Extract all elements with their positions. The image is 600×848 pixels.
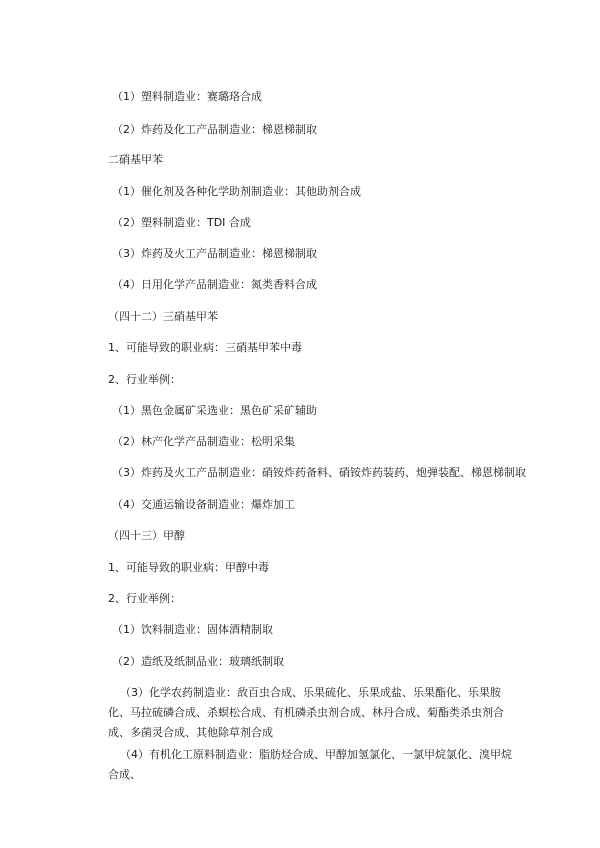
line-4: （1）催化剂及各种化学助剂制造业：其他助剂合成 — [112, 185, 361, 198]
line-7: （4）日用化学产品制造业：氮类香料合成 — [112, 278, 317, 291]
line-19: （2）造纸及纸制品业：玻璃纸制取 — [112, 655, 284, 668]
line-5: （2）塑料制造业：TDI 合成 — [112, 216, 251, 229]
paragraph-organic-chemicals: （4）有机化工原料制造业：脂肪烃合成、甲醇加氢氯化、一氯甲烷氯化、溴甲烷合成、 — [108, 748, 512, 781]
line-10: 2、行业举例： — [108, 373, 181, 386]
section-heading-42: （四十二）三硝基甲苯 — [108, 310, 218, 323]
line-17: 2、行业举例： — [108, 592, 181, 605]
line-14: （4）交通运输设备制造业：爆炸加工 — [112, 498, 295, 511]
line-1: （1）塑料制造业：赛璐珞合成 — [112, 90, 262, 103]
line-18: （1）饮料制造业：固体酒精制取 — [112, 623, 273, 636]
line-9: 1、可能导致的职业病：三硝基甲苯中毒 — [108, 341, 302, 354]
line-2: （2）炸药及化工产品制造业：梯恩梯制取 — [112, 123, 317, 136]
line-6: （3）炸药及火工产品制造业：梯恩梯制取 — [112, 247, 317, 260]
line-13: （3）炸药及火工产品制造业：硝铵炸药备料、硝铵炸药装药、炮弹装配、梯恩梯制取 — [112, 466, 526, 479]
section-heading-dinitrotoluene: 二硝基甲苯 — [108, 153, 163, 166]
line-11: （1）黑色金属矿采选业：黑色矿采矿辅助 — [112, 404, 317, 417]
line-16: 1、可能导致的职业病：甲醇中毒 — [108, 561, 269, 574]
section-heading-43: （四十三）甲醇 — [108, 529, 185, 542]
line-12: （2）林产化学产品制造业：松明采集 — [112, 435, 295, 448]
paragraph-pesticides: （3）化学农药制造业：敌百虫合成、乐果硫化、乐果成盐、乐果酯化、乐果胺化、马拉硫磷合成、杀螟松合成、有机磷杀虫剂合成、林丹合成、菊酯类杀虫剂合成、多菌灵合成、其他除草剂合成 — [108, 686, 504, 739]
